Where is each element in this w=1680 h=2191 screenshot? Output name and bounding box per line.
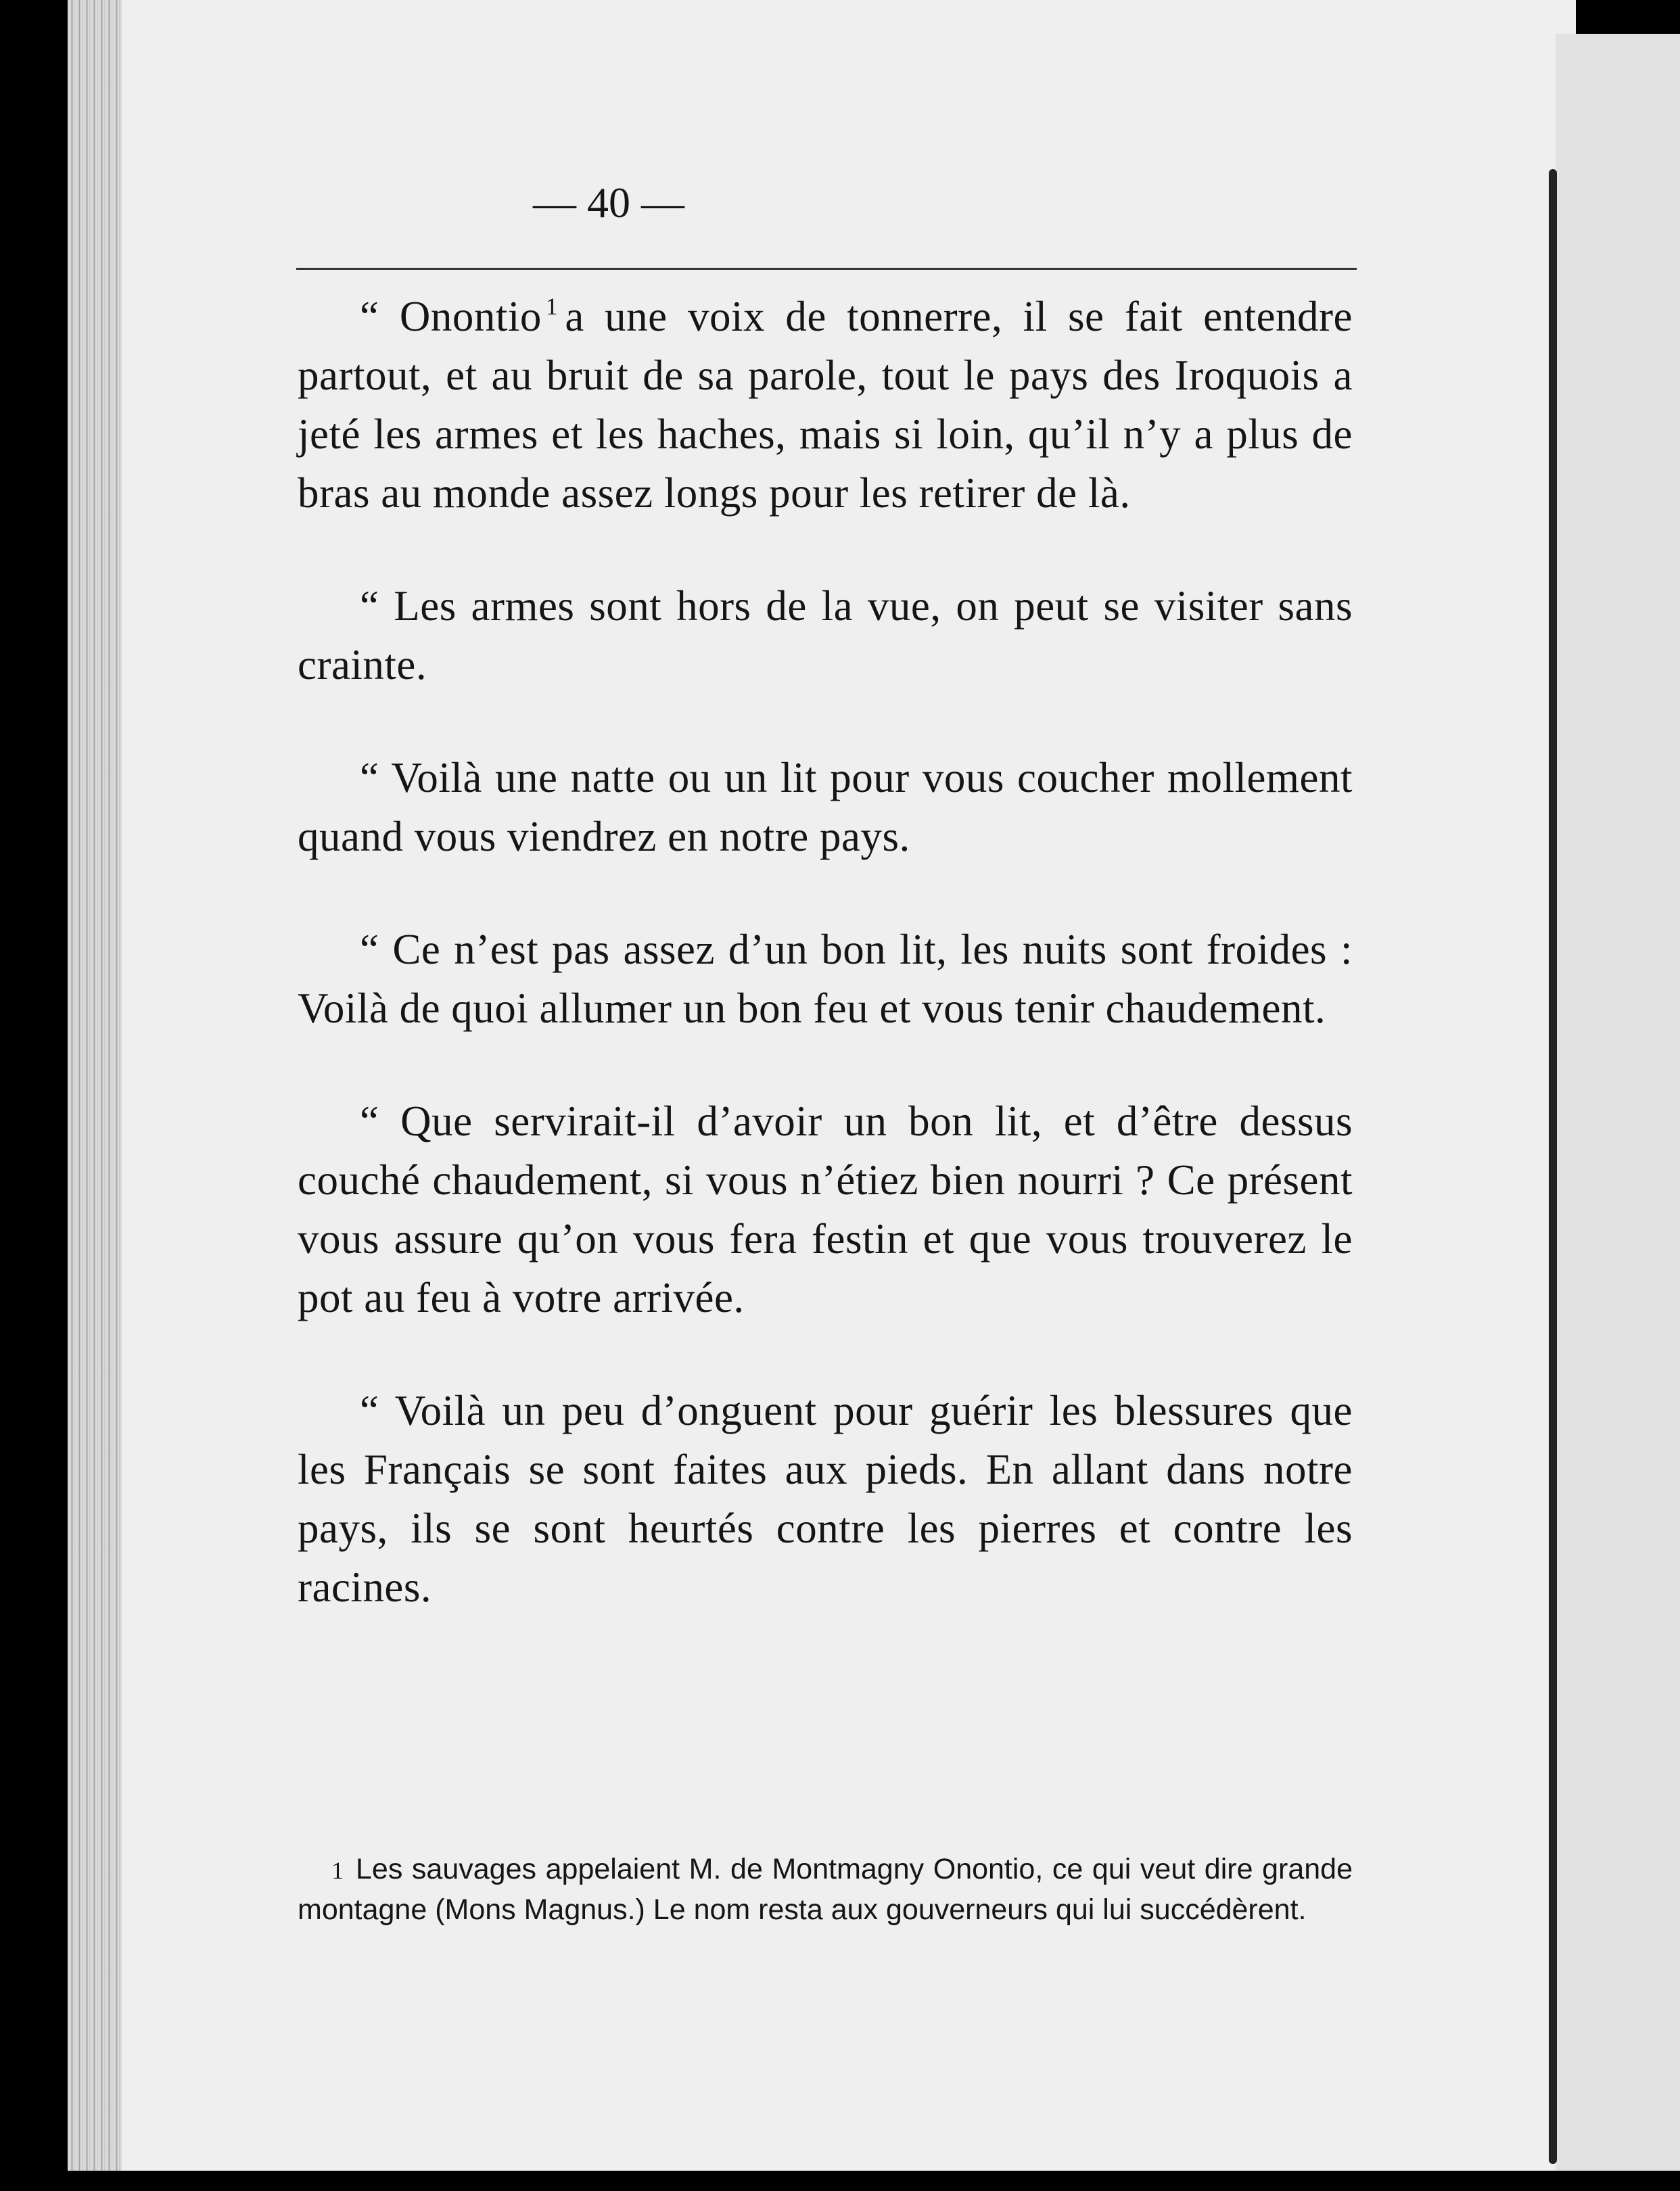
paragraph-4: “ Ce n’est pas assez d’un bon lit, les nuits sont froides : Voilà de quoi allumer un bon feu et vous tenir chaudement. [298, 926, 1353, 1032]
footnote-number: 1 [331, 1857, 344, 1884]
footnote-text: Les sauvages appelaient M. de Montmagny Onontio, ce qui veut dire grande montagne (Mons Magnus.) Le nom resta aux gouverneurs qui lui succédèrent. [298, 1853, 1353, 1926]
footnote [298, 1850, 1353, 1929]
paragraph-6: “ Voilà un peu d’onguent pour guérir les blessures que les Français se sont faites aux pieds. En allant dans notre pays, ils se sont heurtés contre les pierres et contre les racines. [298, 1387, 1353, 1611]
paragraph-2: “ Les armes sont hors de la vue, on peut se visiter sans crainte. [298, 582, 1353, 688]
paragraph-1-opening: “ Onontio [360, 293, 542, 340]
header-rule [296, 268, 1357, 270]
footnote-reference: 1 [545, 293, 559, 320]
book-binding-edge [68, 0, 130, 2171]
paragraph-1-rest: a une voix de tonnerre, il se fait entendre partout, et au bruit de sa parole, tout le pays des Iroquois a jeté les armes et les haches, mais si loin, qu’il n’y a plus de bras au monde assez longs pour les retirer de là. [298, 293, 1353, 517]
paragraph-5: “ Que servirait-il d’avoir un bon lit, et d’être dessus couché chaudement, si vous n’étiez bien nourri ? Ce présent vous assure qu’on vous fera festin et que vous trouverez le pot au feu à votre arrivée. [298, 1098, 1353, 1321]
facing-page-strip [1556, 34, 1680, 2171]
paragraph-1 [298, 287, 1353, 523]
body-text [298, 287, 1353, 1671]
facing-page-edge [1549, 169, 1557, 2164]
paragraph-3: “ Voilà une natte ou un lit pour vous coucher mollement quand vous viendrez en notre pays. [298, 754, 1353, 860]
page-number: — 40 — [533, 179, 684, 227]
scan-bottom-border [0, 2171, 1680, 2191]
